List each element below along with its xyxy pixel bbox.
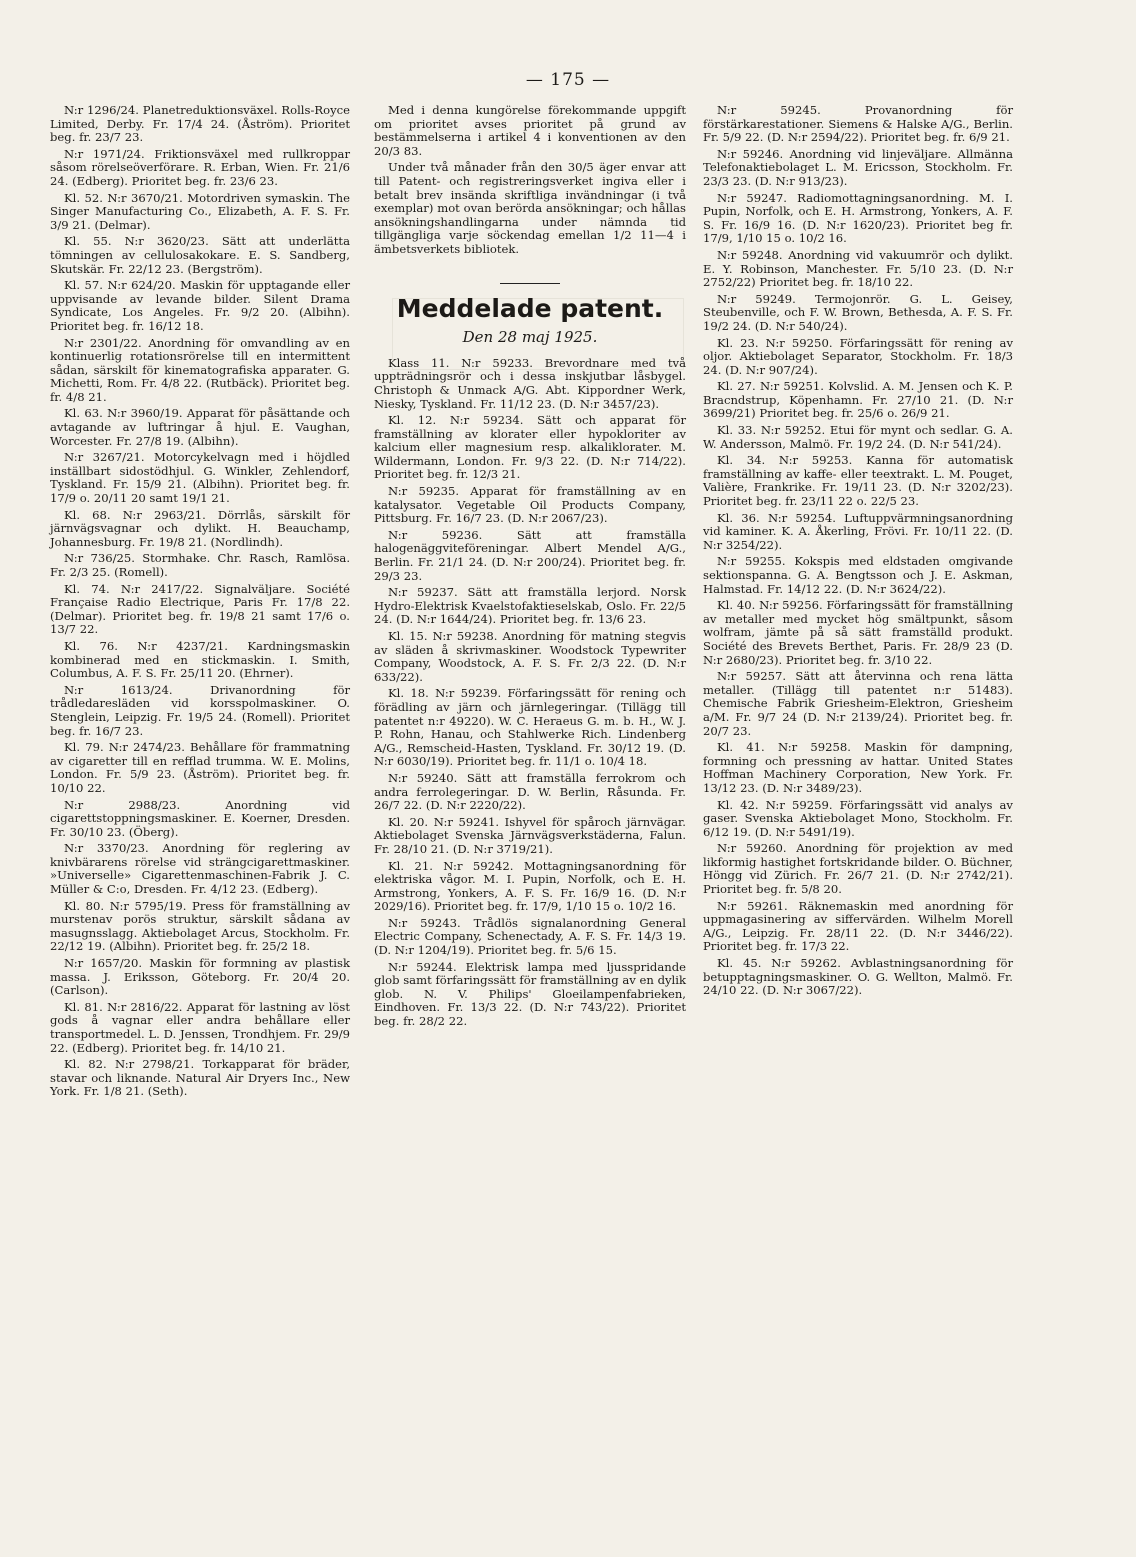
divider-rule bbox=[500, 283, 560, 284]
patent-entry: Kl. 63. N:r 3960/19. Apparat för påsättande och avtagande av luftringar å hjul. E. Vaughan, Worcester. Fr. 27/8 19. (Albihn). bbox=[50, 406, 350, 448]
patent-entry: Kl. 80. N:r 5795/19. Press för framställning av murstenav porös struktur, särskilt sådana av masugnsslagg. Aktiebolaget Arcus, Stockholm. Fr. 22/12 19. (Albihn). Prioritet beg. fr. 25/2 18. bbox=[50, 898, 350, 954]
patent-entry: Kl. 15. N:r 59238. Anordning för matning stegvis av släden å skrivmaskiner. Woodstock Typewriter Company, Woodstock, A. F. S. Fr. 2/3 22. (D. N:r 633/22). bbox=[374, 629, 686, 684]
patent-entry: N:r 3370/23. Anordning för reglering av knivbärarens rörelse vid strängcigarettmaskiner. »Universelle» Cigarettenmaschinen-Fabrik J. C. Müller & C:o, Dresden. Fr. 4/12 23. (Edberg). bbox=[50, 841, 350, 897]
column-1 bbox=[50, 104, 350, 1102]
patent-entry: Kl. 76. N:r 4237/21. Kardningsmaskin kombinerad med en stickmaskin. I. Smith, Columbus, A. F. S. Fr. 25/11 20. (Ehrner). bbox=[50, 638, 350, 681]
section-title: Meddelade patent. bbox=[396, 293, 664, 323]
column-2 bbox=[374, 104, 686, 1032]
patent-entry: Kl. 74. N:r 2417/22. Signalväljare. Société Française Radio Electrique, Paris Fr. 17/8 22. (Delmar). Prioritet beg. fr. 19/8 21 samt 17/6 o. 13/7 22. bbox=[50, 581, 350, 637]
patent-entry: N:r 59249. Termojonrör. G. L. Geisey, Steubenville, och F. W. Brown, Bethesda, A. F. S. Fr. 19/2 24. (D. N:r 540/24). bbox=[703, 291, 1013, 333]
column-2-intro bbox=[374, 104, 686, 257]
patent-entry: N:r 59243. Trådlös signalanordning General Electric Company, Schenectady, A. F. S. Fr. 14/3 19. (D. N:r 1204/19). Prioritet beg. fr. 5/6 15. bbox=[374, 915, 686, 958]
notice-paragraph: Under två månader från den 30/5 äger envar att till Patent- och registreringsverket ingiva eller i betalt brev insända skriftliga invändningar (i två exemplar) mot ovan berörda ansökningar; och hållas ansökningshandlingarna under nämnda tid tillgängliga varje söckendag emellan 1/2 11—4 i ämbetsverkets bibliotek. bbox=[374, 160, 686, 256]
patent-entry: N:r 59261. Räknemaskin med anordning för uppmagasinering av siffervärden. Wilhelm Morell A/G., Leipzig. Fr. 28/11 22. (D. N:r 3446/22). Prioritet beg. fr. 17/3 22. bbox=[703, 898, 1013, 954]
patent-entry: Kl. 68. N:r 2963/21. Dörrlås, särskilt för järnvägsvagnar och dylikt. H. Beauchamp, Johannesburg. Fr. 19/8 21. (Nordlindh). bbox=[50, 507, 350, 549]
patent-entry: Kl. 33. N:r 59252. Etui för mynt och sedlar. G. A. W. Andersson, Malmö. Fr. 19/2 24. (D. N:r 541/24). bbox=[703, 423, 1013, 451]
patent-entry: N:r 59248. Anordning vid vakuumrör och dylikt. E. Y. Robinson, Manchester. Fr. 5/10 23. (D. N:r 2752/22) Prioritet beg. fr. 18/10 22. bbox=[703, 247, 1013, 290]
patent-entry: N:r 59257. Sätt att återvinna och rena lätta metaller. (Tillägg till patentet n:r 51483). Chemische Fabrik Griesheim-Elektron, Griesheim a/M. Fr. 9/7 24 (D. N:r 2139/24). Prioritet beg. fr. 20/7 23. bbox=[703, 669, 1013, 738]
column-2-entries bbox=[374, 357, 686, 1029]
patent-entry: Kl. 57. N:r 624/20. Maskin för upptagande eller uppvisande av levande bilder. Silent Drama Syndicate, Los Angeles. Fr. 9/2 20. (Albihn). Prioritet beg. fr. 16/12 18. bbox=[50, 278, 350, 333]
patent-entry: N:r 59236. Sätt att framställa halogenäggviteföreningar. Albert Mendel A/G., Berlin. Fr. 21/1 24. (D. N:r 200/24). Prioritet beg. fr. 29/3 23. bbox=[374, 527, 686, 583]
patent-entry: N:r 1613/24. Drivanordning för trådledaresläden vid korsspolmaskiner. O. Stenglein, Leipzig. Fr. 19/5 24. (Romell). Prioritet beg. fr. 16/7 23. bbox=[50, 682, 350, 738]
patent-entry: N:r 59237. Sätt att framställa lerjord. Norsk Hydro-Elektrisk Kvaelstofaktieselskab, Oslo. Fr. 22/5 24. (D. N:r 1644/24). Prioritet beg. fr. 13/6 23. bbox=[374, 585, 686, 627]
patent-entry: Kl. 40. N:r 59256. Förfaringssätt för framställning av metaller med mycket hög smältpunkt, såsom wolfram, jämte på så sätt framställd produkt. Société des Brevets Berthet, Paris. Fr. 28/9 23 (D. N:r 2680/23). Prioritet beg. fr. 3/10 22. bbox=[703, 598, 1013, 667]
patent-entry: N:r 2301/22. Anordning för omvandling av en kontinuerlig rotationsrörelse till en intermittent sådan, särskilt för kinematografiska apparater. G. Michetti, Rom. Fr. 4/8 22. (Rutbäck). Prioritet beg. fr. 4/8 21. bbox=[50, 335, 350, 404]
patent-entry: Kl. 55. N:r 3620/23. Sätt att underlätta tömningen av cellulosakokare. E. S. Sandberg, Skutskär. Fr. 22/12 23. (Bergström). bbox=[50, 234, 350, 276]
patent-entry: N:r 736/25. Stormhake. Chr. Rasch, Ramlösa. Fr. 2/3 25. (Romell). bbox=[50, 551, 350, 579]
patent-entry: Kl. 82. N:r 2798/21. Torkapparat för bräder, stavar och liknande. Natural Air Dryers Inc., New York. Fr. 1/8 21. (Seth). bbox=[50, 1057, 350, 1099]
section-date: Den 28 maj 1925. bbox=[462, 328, 598, 347]
patent-entry: N:r 1657/20. Maskin för formning av plastisk massa. J. Eriksson, Göteborg. Fr. 20/4 20. (Carlson). bbox=[50, 956, 350, 998]
patent-entry: Kl. 45. N:r 59262. Avblastningsanordning för betupptagningsmaskiner. O. G. Wellton, Malmö. Fr. 24/10 22. (D. N:r 3067/22). bbox=[703, 956, 1013, 998]
patent-entry: Kl. 18. N:r 59239. Förfaringssätt för rening och förädling av järn och järnlegeringar. (Tillägg till patentet n:r 49220). W. C. Heraeus G. m. b. H., W. J. P. Rohn, Hanau, och Stahlwerke Rich. Lindenberg A/G., Remscheid-Hasten, Tyskland. Fr. 30/12 19. (D. N:r 6030/19). Prioritet beg. fr. 11/1 o. 10/4 18. bbox=[374, 686, 686, 769]
notice-paragraph: Med i denna kungörelse förekommande uppgift om prioritet avses prioritet på grund av bestämmelserna i artikel 4 i konventionen av den 20/3 83. bbox=[374, 103, 686, 158]
patent-entry: Klass 11. N:r 59233. Brevordnare med två uppträdningsrör och i dessa inskjutbar låsbygel. Christoph & Unmack A/G. Abt. Kippordner Werk, Niesky, Tyskland. Fr. 11/12 23. (D. N:r 3457/23). bbox=[374, 355, 686, 411]
patent-entry: N:r 59247. Radiomottagningsanordning. M. I. Pupin, Norfolk, och E. H. Armstrong, Yonkers, A. F. S. Fr. 16/9 16. (D. N:r 1620/23). Prioritet beg fr. 17/9, 1/10 15 o. 10/2 16. bbox=[703, 190, 1013, 246]
patent-entry: Kl. 34. N:r 59253. Kanna för automatisk framställning av kaffe- eller teextrakt. L. M. Pouget, Valière, Frankrike. Fr. 19/11 23. (D. N:r 3202/23). Prioritet beg. fr. 23/11 22 o. 22/5 23. bbox=[703, 453, 1013, 509]
patent-entry: Kl. 81. N:r 2816/22. Apparat för lastning av löst gods å vagnar eller andra behållare eller transportmedel. L. D. Jenssen, Trondhjem. Fr. 29/9 22. (Edberg). Prioritet beg. fr. 14/10 21. bbox=[50, 999, 350, 1055]
patent-entry: Kl. 20. N:r 59241. Ishyvel för spåroch järnvägar. Aktiebolaget Svenska Järnvägsverkstäderna, Falun. Fr. 28/10 21. (D. N:r 3719/21). bbox=[374, 814, 686, 856]
patent-entry: N:r 2988/23. Anordning vid cigarettstoppningsmaskiner. E. Koerner, Dresden. Fr. 30/10 23. (Öberg). bbox=[50, 797, 350, 839]
patent-entry: N:r 59245. Provanordning för förstärkarestationer. Siemens & Halske A/G., Berlin. Fr. 5/9 22. (D. N:r 2594/22). Prioritet beg. fr. 6/9 21. bbox=[703, 103, 1013, 145]
patent-entry: Kl. 23. N:r 59250. Förfaringssätt för rening av oljor. Aktiebolaget Separator, Stockholm. Fr. 18/3 24. (D. N:r 907/24). bbox=[703, 335, 1013, 377]
page-number: — 175 — bbox=[525, 70, 611, 90]
patent-entry: Kl. 41. N:r 59258. Maskin för dampning, formning och pressning av hattar. United States Hoffman Machinery Corporation, New York. Fr. 13/12 23. (D. N:r 3489/23). bbox=[703, 740, 1013, 795]
patent-entry: Kl. 27. N:r 59251. Kolvslid. A. M. Jensen och K. P. Bracndstrup, Köpenhamn. Fr. 27/10 21. (D. N:r 3699/21) Prioritet beg. fr. 25/6 o. 26/9 21. bbox=[703, 379, 1013, 421]
patent-entry: N:r 59260. Anordning för projektion av med likformig hastighet fortskridande bilder. O. Büchner, Höngg vid Zürich. Fr. 26/7 21. (D. N:r 2742/21). Prioritet beg. fr. 5/8 20. bbox=[703, 841, 1013, 897]
patent-entry: Kl. 42. N:r 59259. Förfaringssätt vid analys av gaser. Svenska Aktiebolaget Mono, Stockholm. Fr. 6/12 19. (D. N:r 5491/19). bbox=[703, 797, 1013, 839]
patent-entry: N:r 59246. Anordning vid linjeväljare. Allmänna Telefonaktiebolaget L. M. Ericsson, Stockholm. Fr. 23/3 23. (D. N:r 913/23). bbox=[703, 146, 1013, 188]
patent-entry: Kl. 12. N:r 59234. Sätt och apparat för framställning av klorater eller hypokloriter av kalcium eller magnesium resp. alkaliklorater. M. Wildermann, London. Fr. 9/3 22. (D. N:r 714/22). Prioritet beg. fr. 12/3 21. bbox=[374, 413, 686, 482]
patent-entry: N:r 1296/24. Planetreduktionsväxel. Rolls-Royce Limited, Derby. Fr. 17/4 24. (Åström). Prioritet beg. fr. 23/7 23. bbox=[50, 103, 350, 145]
patent-entry: N:r 3267/21. Motorcykelvagn med i höjdled inställbart sidostödhjul. G. Winkler, Zehlendorf, Tyskland. Fr. 15/9 21. (Albihn). Prioritet beg. fr. 17/9 o. 20/11 20 samt 19/1 21. bbox=[50, 450, 350, 506]
patent-entry: Kl. 52. N:r 3670/21. Motordriven symaskin. The Singer Manufacturing Co., Elizabeth, A. F. S. Fr. 3/9 21. (Delmar). bbox=[50, 190, 350, 232]
column-3 bbox=[703, 104, 1013, 1001]
patent-entry: N:r 59235. Apparat för framställning av en katalysator. Vegetable Oil Products Company, Pittsburg. Fr. 16/7 23. (D. N:r 2067/23). bbox=[374, 484, 686, 526]
patent-entry: N:r 59255. Kokspis med eldstaden omgivande sektionspanna. G. A. Bengtsson och J. E. Askman, Halmstad. Fr. 14/12 22. (D. N:r 3624/22). bbox=[703, 554, 1013, 596]
patent-entry: Kl. 79. N:r 2474/23. Behållare för frammatning av cigaretter till en refflad trumma. W. E. Molins, London. Fr. 5/9 23. (Åström). Prioritet beg. fr. 10/10 22. bbox=[50, 740, 350, 795]
patent-entry: N:r 59240. Sätt att framställa ferrokrom och andra ferrolegeringar. D. W. Berlin, Råsunda. Fr. 26/7 22. (D. N:r 2220/22). bbox=[374, 770, 686, 813]
patent-entry: N:r 59244. Elektrisk lampa med ljusspridande glob samt förfaringssätt för framställning av en dylik glob. N. V. Philips' Gloeilampenfabrieken, Eindhoven. Fr. 13/3 22. (D. N:r 743/22). Prioritet beg. fr. 28/2 22. bbox=[374, 959, 686, 1029]
patent-entry: N:r 1971/24. Friktionsväxel med rullkroppar såsom rörelseöverförare. R. Erban, Wien. Fr. 21/6 24. (Edberg). Prioritet beg. fr. 23/6 23. bbox=[50, 146, 350, 188]
patent-entry: Kl. 36. N:r 59254. Luftuppvärmningsanordning vid kaminer. K. A. Åkerling, Frövi. Fr. 10/11 22. (D. N:r 3254/22). bbox=[703, 510, 1013, 552]
patent-entry: Kl. 21. N:r 59242. Mottagningsanordning för elektriska vågor. M. I. Pupin, Norfolk, och E. H. Armstrong, Yonkers, A. F. S. Fr. 16/9 16. (D. N:r 2029/16). Prioritet beg. fr. 17/9, 1/10 15 o. 10/2 16. bbox=[374, 858, 686, 914]
